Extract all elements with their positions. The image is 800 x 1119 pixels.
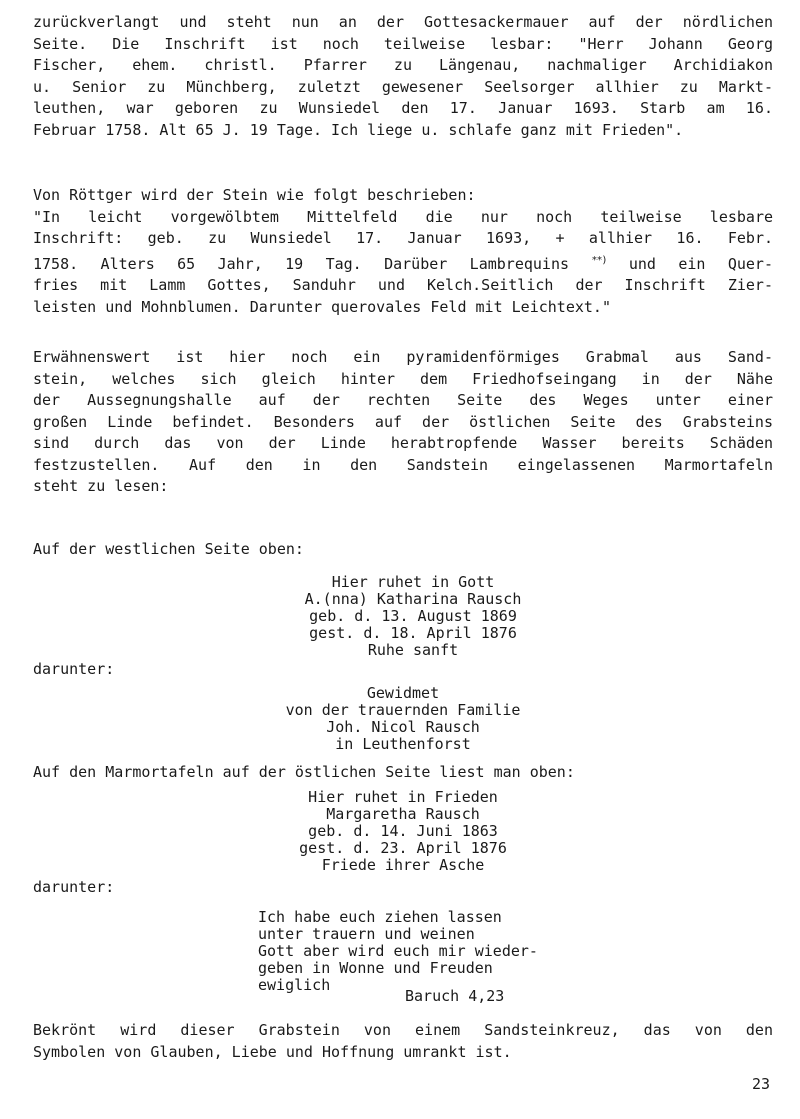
inscription-line: gest. d. 18. April 1876 <box>309 624 517 642</box>
west-bottom-inscription <box>33 685 773 753</box>
inscription-line: Joh. Nicol Rausch <box>326 718 480 736</box>
inscription-line: in Leuthenforst <box>335 735 471 753</box>
text-line: Inschrift: geb. zu Wunsiedel 17. Januar 1693, + allhier 16. Febr. <box>33 229 773 247</box>
paragraph-pyramid-grave <box>33 347 773 498</box>
inscription-line: unter trauern und weinen <box>258 925 475 943</box>
text-line: fries mit Lamm Gottes, Sanduhr und Kelch.Seitlich der Inschrift Zier- <box>33 276 773 294</box>
text-fragment: 1758. Alters 65 Jahr, 19 Tag. Darüber Lambrequins <box>33 254 570 273</box>
footnote-marker: **) <box>591 254 607 266</box>
text-line: leuthen, war geboren zu Wunsiedel den 17. Januar 1693. Starb am 16. <box>33 99 773 117</box>
text-line: Erwähnenswert ist hier noch ein pyramidenförmiges Grabmal aus Sand- <box>33 348 773 366</box>
text-line: Februar 1758. Alt 65 J. 19 Tage. Ich liege u. schlafe ganz mit Frieden". <box>33 120 684 139</box>
inscription-line: ewiglich <box>258 976 331 994</box>
bible-citation: Baruch 4,23 <box>405 987 505 1005</box>
text-line: leisten und Mohnblumen. Darunter querovales Feld mit Leichtext." <box>33 297 611 316</box>
inscription-line: Friede ihrer Asche <box>321 856 485 874</box>
inscription-line: Margaretha Rausch <box>326 805 480 823</box>
text-line: Von Röttger wird der Stein wie folgt beschrieben: <box>33 186 476 204</box>
east-bottom-inscription <box>258 909 538 994</box>
darunter-label: darunter: <box>33 660 115 678</box>
east-side-intro: Auf den Marmortafeln auf der östlichen Seite liest man oben: <box>33 763 575 781</box>
east-top-inscription <box>33 789 773 874</box>
inscription-line: geb. d. 14. Juni 1863 <box>308 822 498 840</box>
paragraph-roettger-description <box>33 185 773 318</box>
text-line: Symbolen von Glauben, Liebe und Hoffnung umrankt ist. <box>33 1042 512 1061</box>
paragraph-sandstone-cross <box>33 1020 773 1063</box>
west-top-inscription <box>33 574 793 659</box>
text-fragment: und ein Quer- <box>628 254 773 273</box>
text-line: steht zu lesen: <box>33 477 169 495</box>
inscription-line: Ruhe sanft <box>367 641 459 659</box>
inscription-line: geben in Wonne und Freuden <box>258 959 493 977</box>
darunter-label: darunter: <box>33 878 115 896</box>
page-number: 23 <box>752 1075 771 1093</box>
text-line: der Aussegnungshalle auf der rechten Seite des Weges unter einer <box>33 391 773 409</box>
inscription-line: A.(nna) Katharina Rausch <box>304 590 522 608</box>
inscription-line: geb. d. 13. August 1869 <box>309 607 517 625</box>
inscription-line: von der trauernden Familie <box>285 701 521 719</box>
inscription-line: Hier ruhet in Frieden <box>308 788 498 806</box>
paragraph-fischer-inscription <box>33 12 773 141</box>
inscription-line: Gewidmet <box>366 684 440 702</box>
inscription-line: gest. d. 23. April 1876 <box>299 839 507 857</box>
text-line: u. Senior zu Münchberg, zuletzt gewesener Seelsorger allhier zu Markt- <box>33 77 773 96</box>
inscription-line: Hier ruhet in Gott <box>331 573 495 591</box>
text-line: zurückverlangt und steht nun an der Gottesackermauer auf der nördlichen <box>33 13 773 31</box>
inscription-line: Ich habe euch ziehen lassen <box>258 908 502 926</box>
text-line: Fischer, ehem. christl. Pfarrer zu Längenau, nachmaliger Archidiakon <box>33 56 773 74</box>
text-line: großen Linde befindet. Besonders auf der östlichen Seite des Grabsteins <box>33 412 773 431</box>
text-line: Seite. Die Inschrift ist noch teilweise lesbar: "Herr Johann Georg <box>33 34 773 53</box>
text-line-with-footnote <box>33 250 773 276</box>
west-side-intro: Auf der westlichen Seite oben: <box>33 540 304 558</box>
text-line: stein, welches sich gleich hinter dem Friedhofseingang in der Nähe <box>33 369 773 388</box>
text-line: "In leicht vorgewölbtem Mittelfeld die nur noch teilweise lesbare <box>33 207 773 226</box>
text-line: festzustellen. Auf den in den Sandstein eingelassenen Marmortafeln <box>33 455 773 474</box>
text-line: Bekrönt wird dieser Grabstein von einem Sandsteinkreuz, das von den <box>33 1021 773 1039</box>
text-line: sind durch das von der Linde herabtropfende Wasser bereits Schäden <box>33 434 773 452</box>
inscription-line: Gott aber wird euch mir wieder- <box>258 942 538 960</box>
